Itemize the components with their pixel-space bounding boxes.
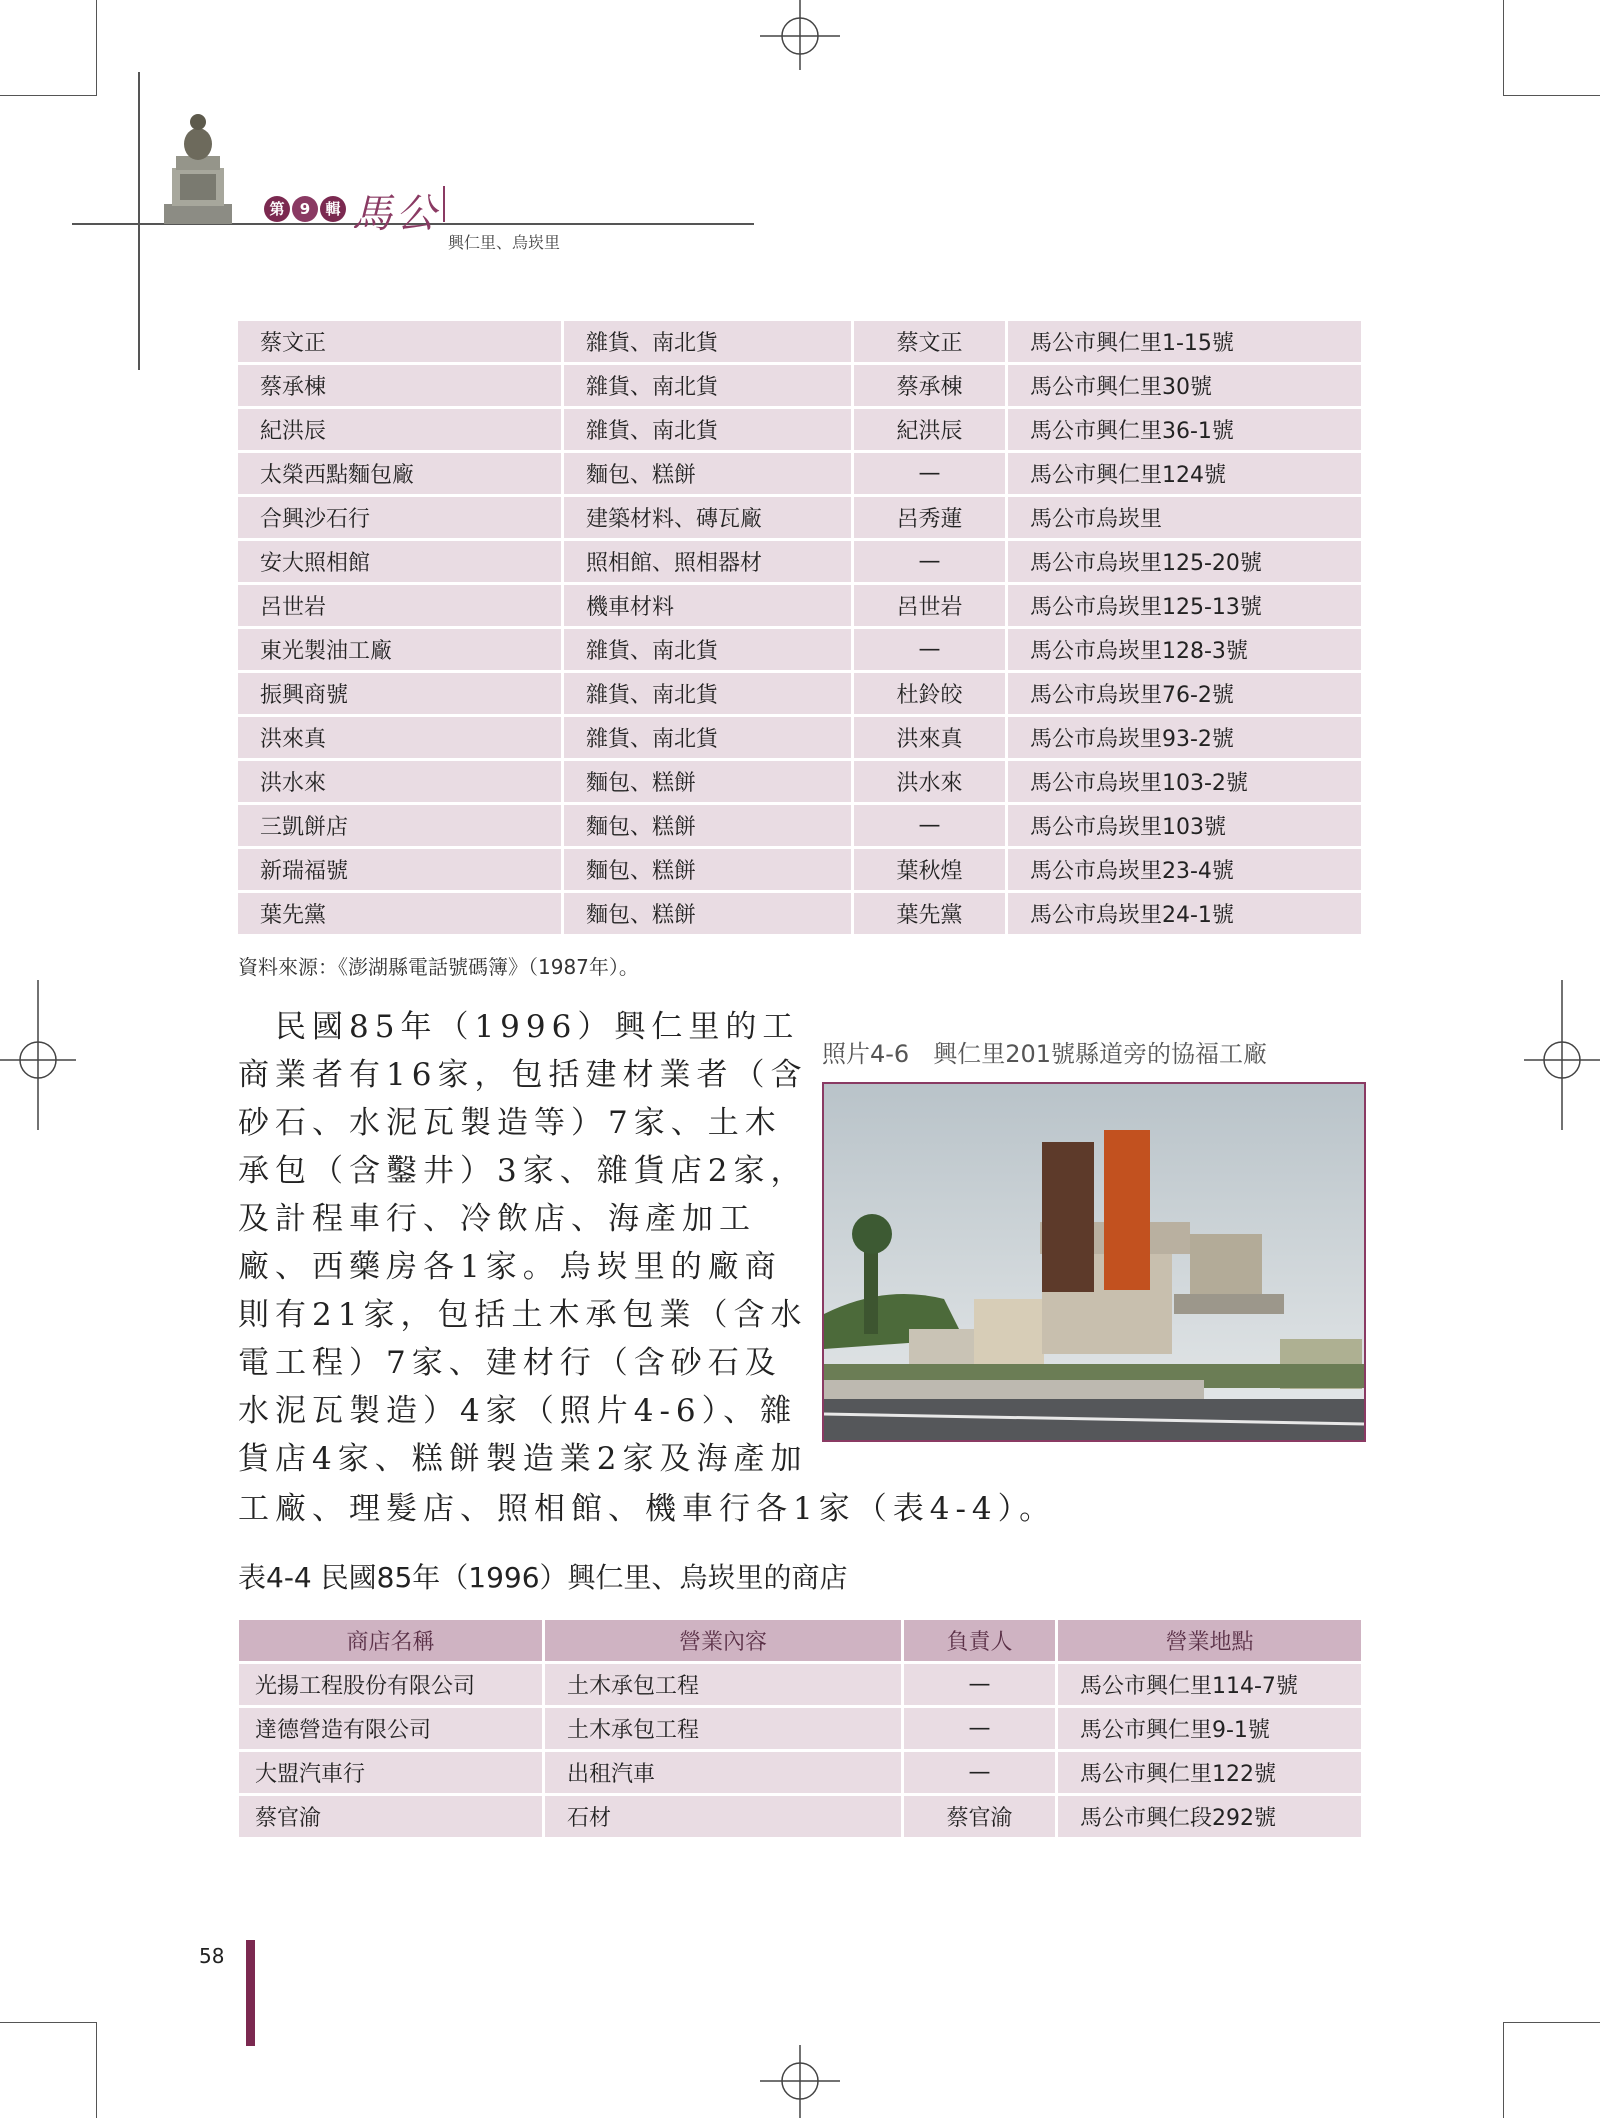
cell-owner: 杜鈴皎: [854, 673, 1005, 714]
cell-address: 馬公市興仁里9-1號: [1058, 1708, 1361, 1749]
cell-shop-name: 太榮西點麵包廠: [238, 453, 561, 494]
body-line: 電工程）7家、建材行（含砂石及: [238, 1345, 782, 1381]
cell-owner: 蔡文正: [854, 321, 1005, 362]
cell-owner: 呂秀蓮: [854, 497, 1005, 538]
cell-shop-name: 新瑞福號: [238, 849, 561, 890]
title-bar: [443, 186, 445, 222]
cell-shop-name: 紀洪辰: [238, 409, 561, 450]
cell-shop-name: 達德營造有限公司: [239, 1708, 542, 1749]
cell-owner: —: [854, 805, 1005, 846]
registration-mark-bottom: [760, 2045, 840, 2118]
table-row: [239, 1708, 1361, 1749]
table-row: [238, 893, 1361, 934]
cell-address: 馬公市烏崁里: [1008, 497, 1361, 538]
cell-business: 雜貨、南北貨: [564, 673, 851, 714]
cell-owner: —: [904, 1752, 1055, 1793]
cell-owner: 蔡承棟: [854, 365, 1005, 406]
statue-icon: [150, 108, 246, 224]
page-number: 58: [199, 1944, 225, 1968]
cell-owner: 呂世岩: [854, 585, 1005, 626]
cell-owner: —: [854, 453, 1005, 494]
cell-owner: 洪水來: [854, 761, 1005, 802]
body-line: 及計程車行、冷飲店、海產加工: [238, 1201, 756, 1237]
cell-address: 馬公市興仁里30號: [1008, 365, 1361, 406]
cell-address: 馬公市烏崁里103-2號: [1008, 761, 1361, 802]
cell-business: 機車材料: [564, 585, 851, 626]
cell-business: 麵包、糕餅: [564, 849, 851, 890]
shops-table-4-4: [236, 1617, 1364, 1840]
cell-shop-name: 合興沙石行: [238, 497, 561, 538]
cell-shop-name: 安大照相館: [238, 541, 561, 582]
table-row: [238, 365, 1361, 406]
cell-business: 土木承包工程: [545, 1708, 901, 1749]
body-line: 貨店4家、糕餅製造業2家及海產加: [238, 1441, 808, 1477]
photo-caption: 照片4-6 興仁里201號縣道旁的協福工廠: [822, 1040, 1268, 1068]
table-row: [238, 717, 1361, 758]
cell-address: 馬公市興仁里122號: [1058, 1752, 1361, 1793]
cell-address: 馬公市烏崁里93-2號: [1008, 717, 1361, 758]
body-line: 承包（含鑿井）3家、雜貨店2家，: [238, 1153, 808, 1189]
cell-owner: 洪來真: [854, 717, 1005, 758]
table-row: [238, 673, 1361, 714]
registration-mark-left: [0, 980, 80, 1140]
shops-table-continued: [235, 318, 1364, 937]
cell-shop-name: 大盟汽車行: [239, 1752, 542, 1793]
cell-owner: —: [904, 1664, 1055, 1705]
badge-number: 9: [292, 196, 318, 222]
cell-owner: —: [854, 541, 1005, 582]
cell-address: 馬公市烏崁里24-1號: [1008, 893, 1361, 934]
body-line: 砂石、水泥瓦製造等）7家、土木: [238, 1105, 782, 1141]
table-row: [239, 1752, 1361, 1793]
cell-address: 馬公市興仁里1-15號: [1008, 321, 1361, 362]
cell-owner: 蔡官渝: [904, 1796, 1055, 1837]
table-row: [238, 497, 1361, 538]
cell-business: 雜貨、南北貨: [564, 365, 851, 406]
cell-shop-name: 振興商號: [238, 673, 561, 714]
cell-owner: —: [904, 1708, 1055, 1749]
table-row: [239, 1664, 1361, 1705]
cell-shop-name: 洪來真: [238, 717, 561, 758]
factory-photo: [822, 1082, 1366, 1442]
chapter-title: 馬公: [352, 191, 440, 237]
page-accent-bar: [246, 1940, 255, 2046]
cell-shop-name: 蔡承棟: [238, 365, 561, 406]
body-line: 廠、西藥房各1家。烏崁里的廠商: [238, 1249, 782, 1285]
table-row: [238, 849, 1361, 890]
cell-business: 土木承包工程: [545, 1664, 901, 1705]
cell-business: 麵包、糕餅: [564, 805, 851, 846]
body-line: 民國85年（1996）興仁里的工: [238, 1009, 800, 1045]
cell-address: 馬公市烏崁里125-20號: [1008, 541, 1361, 582]
cell-business: 照相館、照相器材: [564, 541, 851, 582]
col-header-address: 營業地點: [1058, 1620, 1361, 1661]
cell-shop-name: 呂世岩: [238, 585, 561, 626]
cell-owner: —: [854, 629, 1005, 670]
chapter-badge: [264, 196, 346, 224]
header-vertical-rule: [138, 72, 140, 370]
cell-owner: 葉秋煌: [854, 849, 1005, 890]
cell-address: 馬公市烏崁里128-3號: [1008, 629, 1361, 670]
source-note: 資料來源：《澎湖縣電話號碼簿》（1987年）。: [238, 955, 639, 979]
registration-mark-right: [1520, 980, 1600, 1140]
cell-business: 雜貨、南北貨: [564, 321, 851, 362]
cell-shop-name: 蔡官渝: [239, 1796, 542, 1837]
body-line: 水泥瓦製造）4家（照片4-6）、雜: [238, 1393, 798, 1429]
table-row: [238, 453, 1361, 494]
col-header-shop-name: 商店名稱: [239, 1620, 542, 1661]
table-row: [239, 1796, 1361, 1837]
cell-business: 麵包、糕餅: [564, 453, 851, 494]
table-4-4-title: 表4-4 民國85年（1996）興仁里、烏崁里的商店: [238, 1561, 848, 1594]
cell-address: 馬公市烏崁里125-13號: [1008, 585, 1361, 626]
cell-address: 馬公市興仁里124號: [1008, 453, 1361, 494]
table-row: [238, 629, 1361, 670]
table-row: [238, 321, 1361, 362]
body-paragraph: [238, 1003, 838, 1483]
body-line: 商業者有16家，包括建材業者（含: [238, 1057, 808, 1093]
cell-business: 雜貨、南北貨: [564, 629, 851, 670]
table-row: [238, 541, 1361, 582]
cell-owner: 紀洪辰: [854, 409, 1005, 450]
cell-business: 雜貨、南北貨: [564, 409, 851, 450]
cell-shop-name: 三凱餅店: [238, 805, 561, 846]
cell-address: 馬公市烏崁里23-4號: [1008, 849, 1361, 890]
table-row: [238, 585, 1361, 626]
cell-business: 麵包、糕餅: [564, 893, 851, 934]
table-row: [238, 761, 1361, 802]
cell-shop-name: 東光製油工廠: [238, 629, 561, 670]
cell-owner: 葉先黨: [854, 893, 1005, 934]
cell-business: 建築材料、磚瓦廠: [564, 497, 851, 538]
cell-address: 馬公市興仁里36-1號: [1008, 409, 1361, 450]
chapter-subtitle: 興仁里、烏崁里: [448, 233, 561, 252]
cell-shop-name: 葉先黨: [238, 893, 561, 934]
cell-address: 馬公市興仁段292號: [1058, 1796, 1361, 1837]
cell-business: 出租汽車: [545, 1752, 901, 1793]
cell-business: 雜貨、南北貨: [564, 717, 851, 758]
col-header-business: 營業內容: [545, 1620, 901, 1661]
body-line: 則有21家，包括土木承包業（含水: [238, 1297, 808, 1333]
col-header-owner: 負責人: [904, 1620, 1055, 1661]
body-paragraph-last-line: 工廠、理髮店、照相館、機車行各1家（表4-4）。: [238, 1491, 1057, 1527]
cell-address: 馬公市烏崁里76-2號: [1008, 673, 1361, 714]
cell-business: 石材: [545, 1796, 901, 1837]
badge-ji: 輯: [320, 196, 346, 222]
cell-shop-name: 蔡文正: [238, 321, 561, 362]
cell-shop-name: 光揚工程股份有限公司: [239, 1664, 542, 1705]
cell-address: 馬公市烏崁里103號: [1008, 805, 1361, 846]
registration-mark-top: [760, 0, 840, 70]
table-row: [238, 805, 1361, 846]
cell-business: 麵包、糕餅: [564, 761, 851, 802]
badge-di: 第: [264, 196, 290, 222]
table-row: [238, 409, 1361, 450]
cell-shop-name: 洪水來: [238, 761, 561, 802]
cell-address: 馬公市興仁里114-7號: [1058, 1664, 1361, 1705]
